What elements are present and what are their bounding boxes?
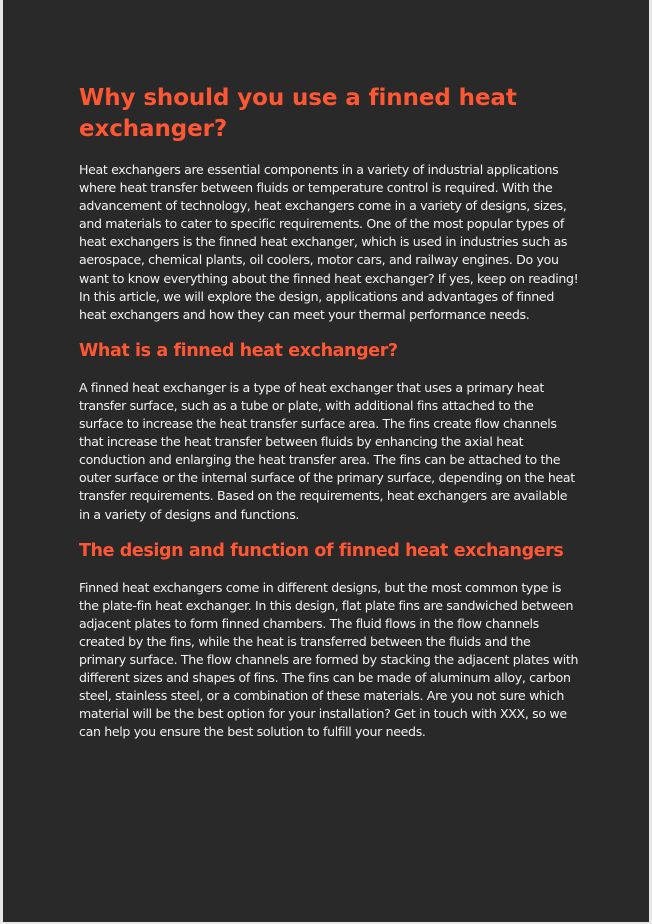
section-body-what-is: A finned heat exchanger is a type of heat exchanger that uses a primary heat transfer surface, such as a tube or plate, with additional fins attached to the surface to increase the heat transfer surface area. The fins create flow channels that increase the heat transfer between fluids by enhancing the axial heat conduction and enlarging the heat transfer area. The fins can be attached to the outer surface or the internal surface of the primary surface, depending on the heat transfer requirements. Based on the requirements, heat exchangers are available in a variety of designs and functions. [79, 379, 575, 522]
article-title: Why should you use a finned heat exchanger? [79, 85, 517, 142]
section-heading-what-is: What is a finned heat exchanger? [79, 340, 398, 361]
document-page [3, 0, 649, 922]
section-body-design-function: Finned heat exchangers come in different designs, but the most common type is the plate-fin heat exchanger. In this design, flat plate fins are sandwiched between adjacent plates to form finned chambers. The fluid flows in the flow channels created by the fins, while the heat is transferred between the fluids and the primary surface. The flow channels are formed by stacking the adjacent plates with different sizes and shapes of fins. The fins can be made of aluminum alloy, carbon steel, stainless steel, or a combination of these materials. Are you not sure which material will be the best option for your installation? Get in touch with XXX, so we can help you ensure the best solution to fulfill your needs. [79, 579, 579, 740]
intro-paragraph: Heat exchangers are essential components in a variety of industrial applications where heat transfer between fluids or temperature control is required. With the advancement of technology, heat exchangers come in a variety of designs, sizes, and materials to cater to specific requirements. One of the most popular types of heat exchangers is the finned heat exchanger, which is used in industries such as aerospace, chemical plants, oil coolers, motor cars, and railway engines. Do you want to know everything about the finned heat exchanger? If yes, keep on reading! In this article, we will explore the design, applications and advantages of finned heat exchangers and how they can meet your thermal performance needs. [79, 162, 579, 322]
article [79, 83, 579, 757]
section-heading-design-function: The design and function of finned heat exchangers [79, 540, 564, 561]
